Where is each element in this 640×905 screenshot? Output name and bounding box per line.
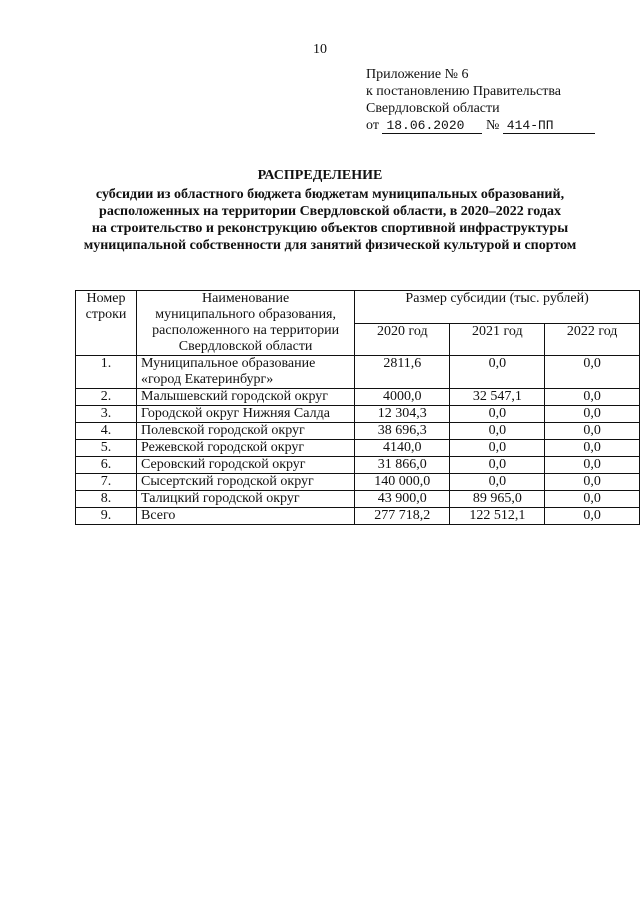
value-2022: 0,0: [545, 491, 640, 508]
row-number: 1.: [76, 356, 137, 389]
table-row: [76, 508, 640, 525]
table-row: [76, 440, 640, 457]
value-2022: 0,0: [545, 356, 640, 389]
header-number: [76, 291, 137, 356]
table-row: [76, 491, 640, 508]
header-year-2021: 2021 год: [450, 323, 545, 356]
value-2020: 140 000,0: [355, 474, 450, 491]
row-name: [137, 508, 355, 525]
row-number: 8.: [76, 491, 137, 508]
from-label: от: [366, 118, 379, 133]
resolution-date: 18.06.2020: [382, 119, 482, 134]
value-2022: 0,0: [545, 508, 640, 525]
value-2020: 12 304,3: [355, 406, 450, 423]
document-title: РАСПРЕДЕЛЕНИЕ: [257, 168, 383, 183]
value-2021: 0,0: [450, 356, 545, 389]
row-name: [137, 474, 355, 491]
header-year-2022: 2022 год: [545, 323, 640, 356]
appendix-line-3: Свердловской области: [366, 101, 500, 116]
value-2022: 0,0: [545, 423, 640, 440]
table-row: [76, 389, 640, 406]
table-row: [76, 474, 640, 491]
row-name: [137, 457, 355, 474]
table-row: [76, 406, 640, 423]
document-subtitle: [40, 186, 620, 254]
value-2020: 4000,0: [355, 389, 450, 406]
value-2022: 0,0: [545, 389, 640, 406]
subtitle-line: на строительство и реконструкцию объектов спортивной инфраструктуры: [91, 221, 569, 236]
row-name: [137, 491, 355, 508]
row-name-line: Городской округ Нижняя Салда: [141, 406, 330, 421]
row-number: 7.: [76, 474, 137, 491]
header-name: [137, 291, 355, 356]
appendix-block: [366, 66, 595, 134]
appendix-date-line: [366, 117, 595, 134]
row-name-line: Режевской городской округ: [141, 440, 305, 455]
value-2021: 32 547,1: [450, 389, 545, 406]
header-year-2020: 2020 год: [355, 323, 450, 356]
subsidy-table: [75, 290, 640, 525]
value-2020: 4140,0: [355, 440, 450, 457]
table-row: [76, 356, 640, 389]
value-2022: 0,0: [545, 474, 640, 491]
row-name: [137, 356, 355, 389]
table-row: [76, 457, 640, 474]
value-2021: 0,0: [450, 457, 545, 474]
appendix-line-2: к постановлению Правительства: [366, 84, 562, 99]
number-label: №: [485, 118, 500, 133]
page-number: 10: [313, 42, 327, 57]
subtitle-line: субсидии из областного бюджета бюджетам муниципальных образований,: [95, 187, 565, 202]
row-name-line: Муниципальное образование: [141, 356, 316, 371]
value-2020: 277 718,2: [355, 508, 450, 525]
table-body: [76, 356, 640, 525]
header-name-line: муниципального образования,: [155, 307, 336, 322]
row-number: 6.: [76, 457, 137, 474]
row-name-line: Серовский городской округ: [141, 457, 306, 472]
value-2022: 0,0: [545, 440, 640, 457]
row-name: [137, 406, 355, 423]
row-name: [137, 440, 355, 457]
row-name-line: Талицкий городской округ: [141, 491, 300, 506]
header-name-line: расположенного на территории: [152, 323, 340, 338]
value-2020: 43 900,0: [355, 491, 450, 508]
row-name-line: Всего: [141, 508, 176, 523]
row-name-line: Сысертский городской округ: [141, 474, 314, 489]
value-2021: 0,0: [450, 423, 545, 440]
row-name: [137, 389, 355, 406]
appendix-line-1: Приложение № 6: [366, 67, 469, 82]
value-2022: 0,0: [545, 406, 640, 423]
row-name-line: «город Екатеринбург»: [141, 372, 274, 387]
row-number: 2.: [76, 389, 137, 406]
subtitle-line: расположенных на территории Свердловской области, в 2020–2022 годах: [99, 204, 561, 219]
value-2022: 0,0: [545, 457, 640, 474]
value-2020: 2811,6: [355, 356, 450, 389]
header-number-line: строки: [85, 307, 127, 322]
row-name-line: Малышевский городской округ: [141, 389, 329, 404]
table-header-row: [76, 291, 640, 324]
header-name-line: Свердловской области: [178, 339, 313, 354]
header-name-line: Наименование: [202, 291, 290, 306]
value-2020: 38 696,3: [355, 423, 450, 440]
row-number: 5.: [76, 440, 137, 457]
value-2021: 0,0: [450, 440, 545, 457]
resolution-number: 414-ПП: [503, 119, 595, 134]
value-2021: 122 512,1: [450, 508, 545, 525]
header-number-line: Номер: [86, 291, 126, 306]
row-number: 9.: [76, 508, 137, 525]
header-subsidy-group: Размер субсидии (тыс. рублей): [355, 291, 640, 324]
table-row: [76, 423, 640, 440]
value-2021: 0,0: [450, 406, 545, 423]
row-number: 3.: [76, 406, 137, 423]
row-name-line: Полевской городской округ: [141, 423, 305, 438]
value-2021: 0,0: [450, 474, 545, 491]
row-name: [137, 423, 355, 440]
value-2020: 31 866,0: [355, 457, 450, 474]
value-2021: 89 965,0: [450, 491, 545, 508]
row-number: 4.: [76, 423, 137, 440]
subtitle-line: муниципальной собственности для занятий физической культурой и спортом: [83, 238, 577, 253]
